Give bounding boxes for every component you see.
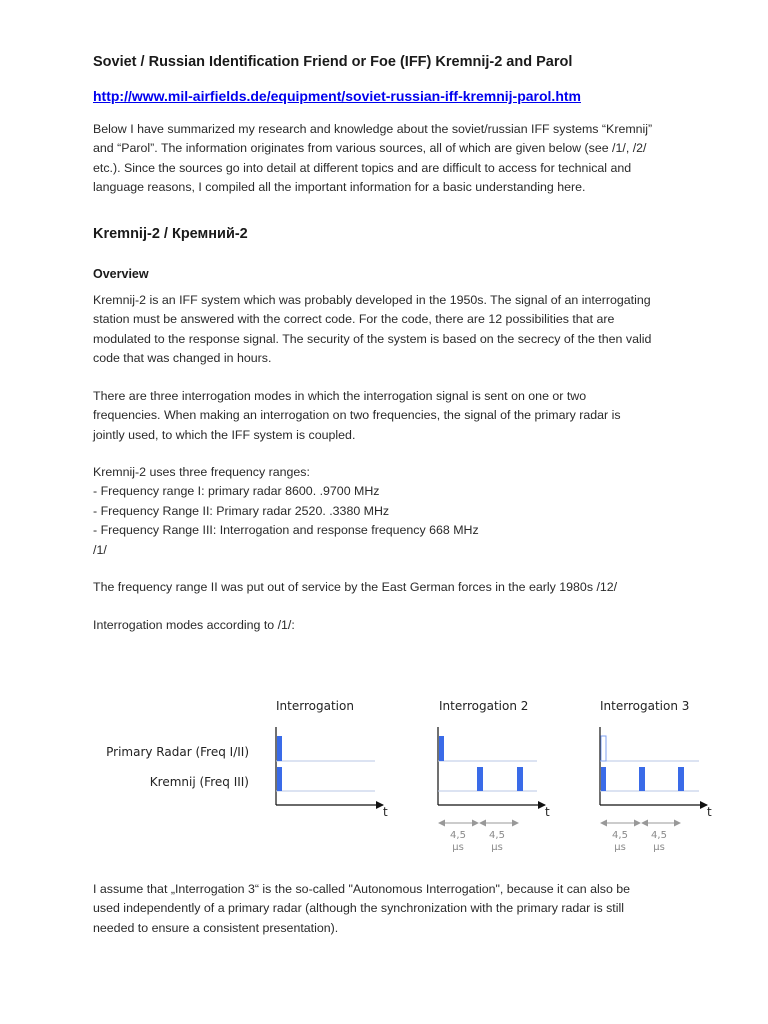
overview-line: Kremnij-2 is an IFF system which was probably developed in the 1950s. The signal of an interrogating xyxy=(93,293,651,307)
overview-line: There are three interrogation modes in which the interrogation signal is sent on one or two xyxy=(93,389,587,403)
pulse-kremnij xyxy=(277,767,282,791)
interrogation-modes-diagram xyxy=(93,690,733,860)
source-link[interactable]: http://www.mil-airfields.de/equipment/soviet-russian-iff-kremnij-parol.htm xyxy=(93,88,581,104)
overview-line: modulated to the response signal. The security of the system is based on the secrecy of the then valid xyxy=(93,331,652,346)
intro-line: etc.). Since the sources go into detail at different topics and are difficult to access for technical and xyxy=(93,160,632,175)
interval-unit: µs xyxy=(452,842,464,853)
overview-line: code that was changed in hours. xyxy=(93,351,272,366)
modes-paragraph: Interrogation modes according to /1/: xyxy=(93,618,295,632)
assumption-paragraph xyxy=(93,880,683,938)
pulse-primary xyxy=(277,736,282,761)
frequency-line: - Frequency Range II: Primary radar 2520. .3380 MHz xyxy=(93,503,390,518)
frequency-line: - Frequency range I: primary radar 8600. .9700 MHz xyxy=(93,484,380,499)
frequency-line: Kremnij-2 uses three frequency ranges: xyxy=(93,465,310,479)
frequency-list xyxy=(93,463,683,560)
axis-label-t: t xyxy=(707,805,712,819)
intro-paragraph xyxy=(93,120,683,198)
intro-line: Below I have summarized my research and knowledge about the soviet/russian IFF systems “Kremnij” xyxy=(93,122,653,136)
panel-interrogation xyxy=(276,727,388,819)
panel-title-interrogation: Interrogation xyxy=(276,699,354,713)
interval-value: 4,5 xyxy=(450,830,466,841)
panel-title-interrogation-2: Interrogation 2 xyxy=(439,699,529,713)
interval-unit: µs xyxy=(491,842,503,853)
assumption-line: used independently of a primary radar (although the synchronization with the primary radar is still xyxy=(93,901,625,916)
overview-heading: Overview xyxy=(93,267,149,281)
assumption-line: needed to ensure a consistent presentation). xyxy=(93,920,339,935)
overview-line: frequencies. When making an interrogation on two frequencies, the signal of the primary radar is xyxy=(93,408,621,423)
section-heading: Kremnij-2 / Кремний-2 xyxy=(93,226,248,242)
panel-title-interrogation-3: Interrogation 3 xyxy=(600,699,690,713)
pulse-kremnij xyxy=(639,767,645,791)
intro-line: language reasons, I compiled all the important information for a basic understanding here. xyxy=(93,180,586,195)
page-title: Soviet / Russian Identification Friend or Foe (IFF) Kremnij-2 and Parol xyxy=(93,54,573,70)
assumption-line: I assume that „Interrogation 3“ is the so-called "Autonomous Interrogation", because it can also be xyxy=(93,882,631,896)
overview-line: station must be answered with the correct code. For the code, there are 12 possibilities that are xyxy=(93,312,615,327)
row-label-primary-radar: Primary Radar (Freq I/II) xyxy=(106,745,249,759)
frequency-line: /1/ xyxy=(93,542,107,557)
axis-label-t: t xyxy=(545,805,550,819)
pulse-primary xyxy=(439,736,444,761)
pulse-primary-outline xyxy=(601,736,606,761)
interval-value: 4,5 xyxy=(612,830,628,841)
overview-paragraph-2 xyxy=(93,387,683,445)
interval-value: 4,5 xyxy=(489,830,505,841)
axis-label-t: t xyxy=(383,805,388,819)
pulse-kremnij xyxy=(601,767,606,791)
row-label-kremnij: Kremnij (Freq III) xyxy=(149,775,249,789)
intro-line: and “Parol”. The information originates from various sources, all of which are given below (see /1/, /2/ xyxy=(93,141,647,156)
interval-unit: µs xyxy=(653,842,665,853)
pulse-kremnij xyxy=(678,767,684,791)
panel-interrogation-3 xyxy=(600,727,712,853)
interval-value: 4,5 xyxy=(651,830,667,841)
interval-unit: µs xyxy=(614,842,626,853)
pulse-kremnij xyxy=(517,767,523,791)
pulse-kremnij xyxy=(477,767,483,791)
frequency-line: - Frequency Range III: Interrogation and response frequency 668 MHz xyxy=(93,523,479,538)
service-paragraph: The frequency range II was put out of service by the East German forces in the early 1980s /12/ xyxy=(93,580,618,594)
overview-line: jointly used, to which the IFF system is coupled. xyxy=(93,427,356,442)
overview-paragraph-1 xyxy=(93,291,683,369)
panel-interrogation-2 xyxy=(438,727,550,853)
